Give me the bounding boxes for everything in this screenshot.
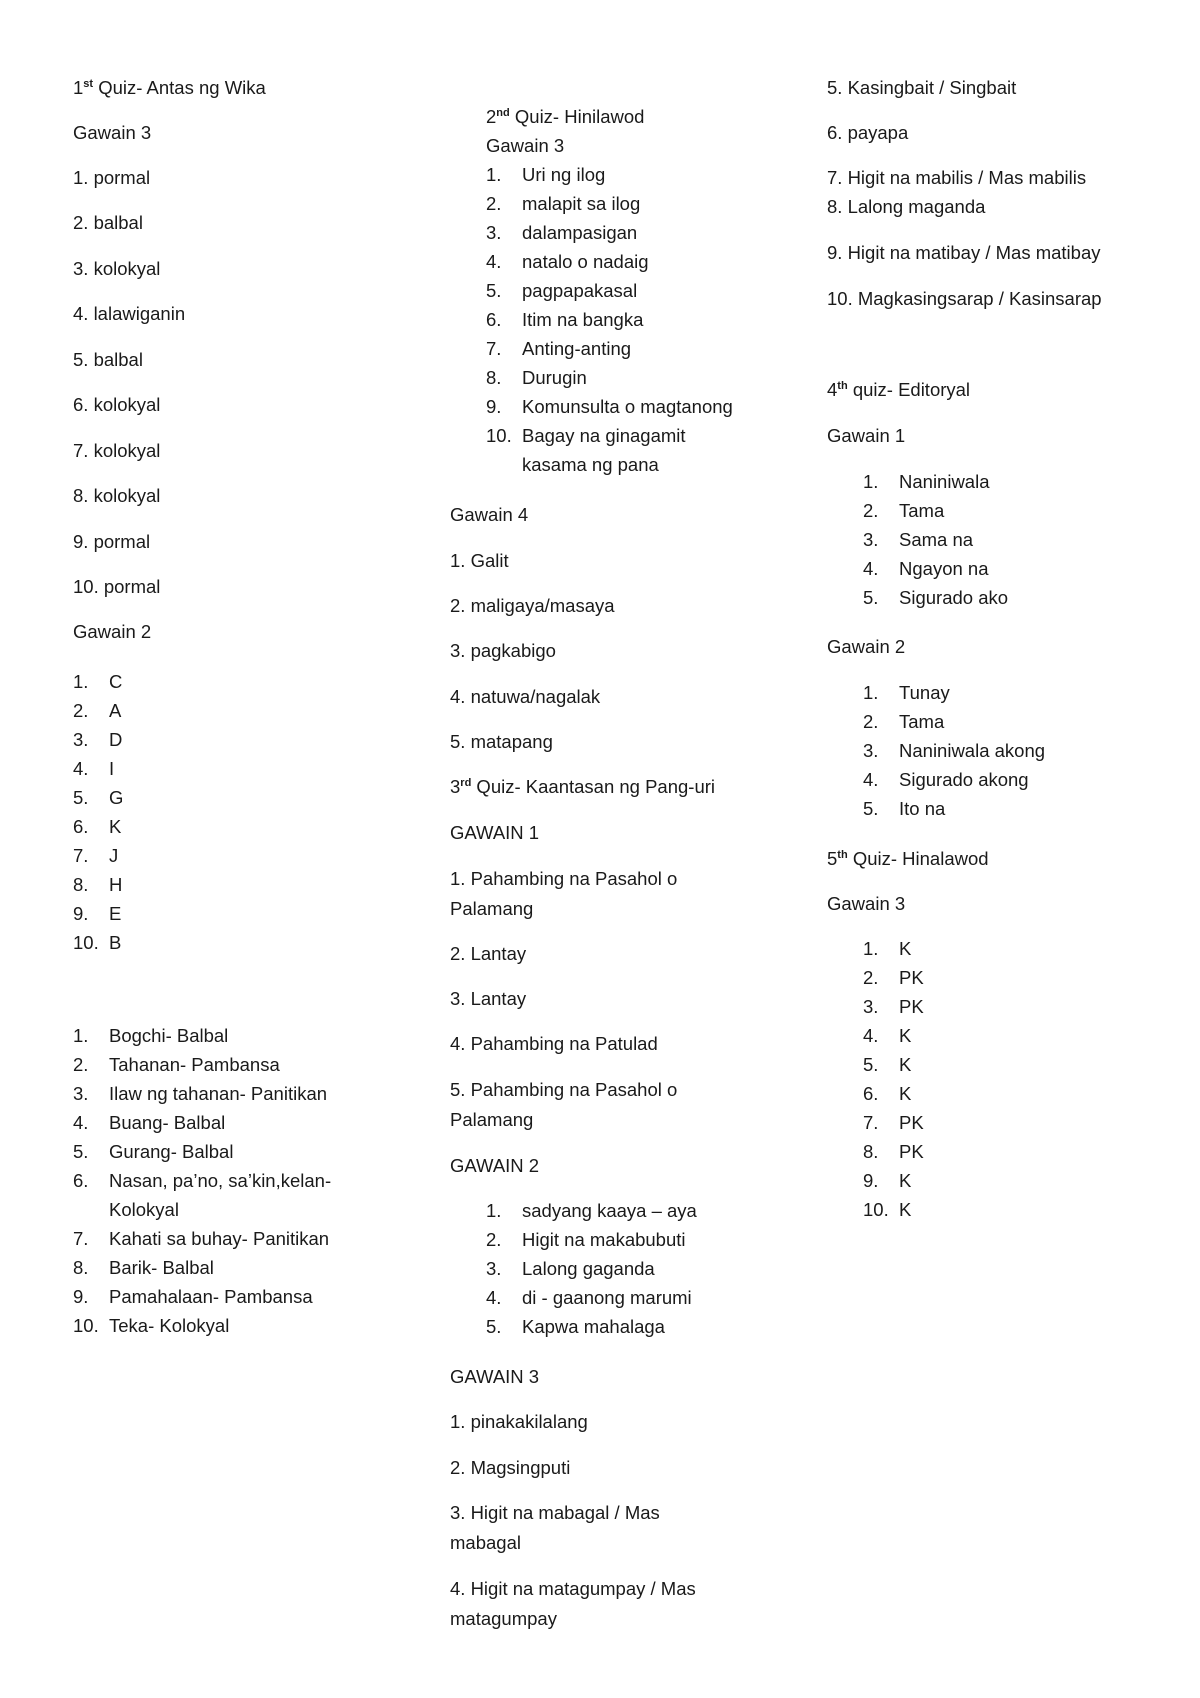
answer-line: 6. payapa	[827, 122, 909, 143]
quiz4-gawain2-heading: Gawain 2	[827, 636, 906, 657]
list-item: 1. Bogchi- Balbal	[73, 1025, 229, 1046]
list-item: 1. Uri ng ilog	[486, 164, 606, 185]
answer-line: 7. Higit na mabilis / Mas mabilis	[827, 167, 1087, 188]
words-list	[73, 1021, 403, 1340]
list-item: 5. Kapwa mahalaga	[486, 1316, 665, 1337]
list-item: 5. K	[863, 1054, 912, 1075]
quiz4-gawain1-heading: Gawain 1	[827, 425, 906, 446]
quiz3-gawain2-heading: GAWAIN 2	[450, 1155, 540, 1176]
list-item: 5. Ito na	[863, 798, 946, 819]
list-item: 4. K	[863, 1025, 912, 1046]
list-item: 4. Buang- Balbal	[73, 1112, 226, 1133]
answer-line: 3. pagkabigo	[450, 640, 556, 661]
answer-line: 4. lalawiganin	[73, 303, 186, 324]
list-item: 10. K	[863, 1199, 912, 1220]
quiz3-gawain2-list	[486, 1196, 816, 1341]
quiz4-gawain2-list	[863, 678, 1200, 823]
quiz1-name: Quiz- Antas ng Wika	[93, 77, 266, 98]
list-item: 5. Sigurado ako	[863, 587, 1009, 608]
answer-line: 5. Kasingbait / Singbait	[827, 77, 1017, 98]
list-item: 5. G	[73, 787, 124, 808]
answer-line: 7. kolokyal	[73, 440, 161, 461]
list-item: 3. Lalong gaganda	[486, 1258, 655, 1279]
list-item: 9. Komunsulta o magtanong	[486, 396, 733, 417]
quiz4-title: 4th quiz- Editoryal	[827, 379, 971, 400]
answer-line: 1. Galit	[450, 550, 509, 571]
list-item: 4. natalo o nadaig	[486, 251, 649, 272]
quiz1-title	[73, 73, 403, 102]
answer-line: 5. balbal	[73, 349, 143, 370]
list-item: 8. PK	[863, 1141, 924, 1162]
list-item: 4. Ngayon na	[863, 558, 989, 579]
answer-line: 9. pormal	[73, 531, 151, 552]
list-item: 8. H	[73, 874, 123, 895]
quiz2-title: 2nd Quiz- Hinilawod	[486, 106, 645, 127]
list-item: 6. Itim na bangka	[486, 309, 644, 330]
list-item: 7. Kahati sa buhay- Panitikan	[73, 1228, 330, 1249]
answer-line: 9. Higit na matibay / Mas matibay	[827, 242, 1101, 263]
quiz5-title: 5th Quiz- Hinalawod	[827, 848, 989, 869]
answer-line: 4. Pahambing na Patulad	[450, 1033, 658, 1054]
quiz1-ordinal: st	[83, 77, 94, 90]
answer-line: 3. kolokyal	[73, 258, 161, 279]
answer-line: 2. balbal	[73, 212, 143, 233]
list-item: 1. Tunay	[863, 682, 950, 703]
list-item: 4. di - gaanong marumi	[486, 1287, 692, 1308]
list-item: 3. PK	[863, 996, 924, 1017]
list-item: 8. Barik- Balbal	[73, 1257, 214, 1278]
list-item: 9. Pamahalaan- Pambansa	[73, 1286, 313, 1307]
answer-line: 10. pormal	[73, 576, 161, 597]
quiz3-gawain1-heading: GAWAIN 1	[450, 822, 540, 843]
answer-line: 2. Lantay	[450, 943, 527, 964]
gawain4-heading: Gawain 4	[450, 504, 529, 525]
list-item: 2. Tahanan- Pambansa	[73, 1054, 280, 1075]
list-item: 5. Gurang- Balbal	[73, 1141, 234, 1162]
quiz4-gawain1-list	[863, 467, 1200, 612]
quiz1-number: 1	[73, 77, 84, 98]
quiz5-gawain3-list	[863, 934, 1200, 1224]
answer-line: 1. pinakakilalang	[450, 1411, 588, 1432]
answer-line: 4. Higit na matagumpay / Mas matagumpay	[450, 1578, 696, 1629]
answer-line: 2. Magsingputi	[450, 1457, 571, 1478]
gawain2-heading: Gawain 2	[73, 621, 152, 642]
answer-line: 2. maligaya/masaya	[450, 595, 615, 616]
answer-line: 10. Magkasingsarap / Kasinsarap	[827, 288, 1102, 309]
list-item: 1. Naniniwala	[863, 471, 990, 492]
quiz2-gawain3-list	[486, 160, 816, 479]
answer-line: 1. Pahambing na Pasahol o Palamang	[450, 868, 678, 919]
list-item: 7. Anting-anting	[486, 338, 632, 359]
list-item: 3. dalampasigan	[486, 222, 638, 243]
answer-line: 8. kolokyal	[73, 485, 161, 506]
list-item: 3. Naniniwala akong	[863, 740, 1046, 761]
list-item: 6. K	[863, 1083, 912, 1104]
list-item: 3. D	[73, 729, 123, 750]
list-item: 6. K	[73, 816, 122, 837]
list-item: 2. Higit na makabubuti	[486, 1229, 686, 1250]
list-item: 3. Ilaw ng tahanan- Panitikan	[73, 1083, 328, 1104]
list-item: 7. PK	[863, 1112, 924, 1133]
quiz3-gawain3-heading: GAWAIN 3	[450, 1366, 540, 1387]
list-item: 5. pagpapakasal	[486, 280, 638, 301]
list-item: 1. C	[73, 671, 123, 692]
list-item: 10. B	[73, 932, 122, 953]
list-item: 1. K	[863, 938, 912, 959]
list-item: 2. Tama	[863, 500, 945, 521]
list-item: 3. Sama na	[863, 529, 974, 550]
answer-line: 3. Higit na mabagal / Mas mabagal	[450, 1502, 660, 1553]
list-item: 2. A	[73, 700, 122, 721]
list-item: 4. I	[73, 758, 115, 779]
answer-line: 5. matapang	[450, 731, 553, 752]
gawain3-heading: Gawain 3	[73, 122, 152, 143]
answer-line: 6. kolokyal	[73, 394, 161, 415]
answer-line: 5. Pahambing na Pasahol o Palamang	[450, 1079, 678, 1130]
quiz3-title: 3rd Quiz- Kaantasan ng Pang-uri	[450, 776, 716, 797]
list-item: 10. Bagay na ginagamit kasama ng pana	[486, 425, 686, 475]
list-item: 2. PK	[863, 967, 924, 988]
answer-line: 8. Lalong maganda	[827, 196, 986, 217]
quiz2-gawain3-heading: Gawain 3	[486, 135, 565, 156]
answer-line: 4. natuwa/nagalak	[450, 686, 601, 707]
quiz5-gawain3-heading: Gawain 3	[827, 893, 906, 914]
list-item: 1. sadyang kaaya – aya	[486, 1200, 697, 1221]
list-item: 7. J	[73, 845, 119, 866]
list-item: 10. Teka- Kolokyal	[73, 1315, 230, 1336]
gawain2-list	[73, 667, 403, 957]
list-item: 2. Tama	[863, 711, 945, 732]
list-item: 9. E	[73, 903, 122, 924]
list-item: 2. malapit sa ilog	[486, 193, 641, 214]
answer-line: 3. Lantay	[450, 988, 527, 1009]
answer-line: 1. pormal	[73, 167, 151, 188]
list-item: 8. Durugin	[486, 367, 587, 388]
list-item: 9. K	[863, 1170, 912, 1191]
list-item: 4. Sigurado akong	[863, 769, 1029, 790]
list-item: 6. Nasan, pa’no, sa’kin,kelan- Kolokyal	[73, 1170, 332, 1220]
